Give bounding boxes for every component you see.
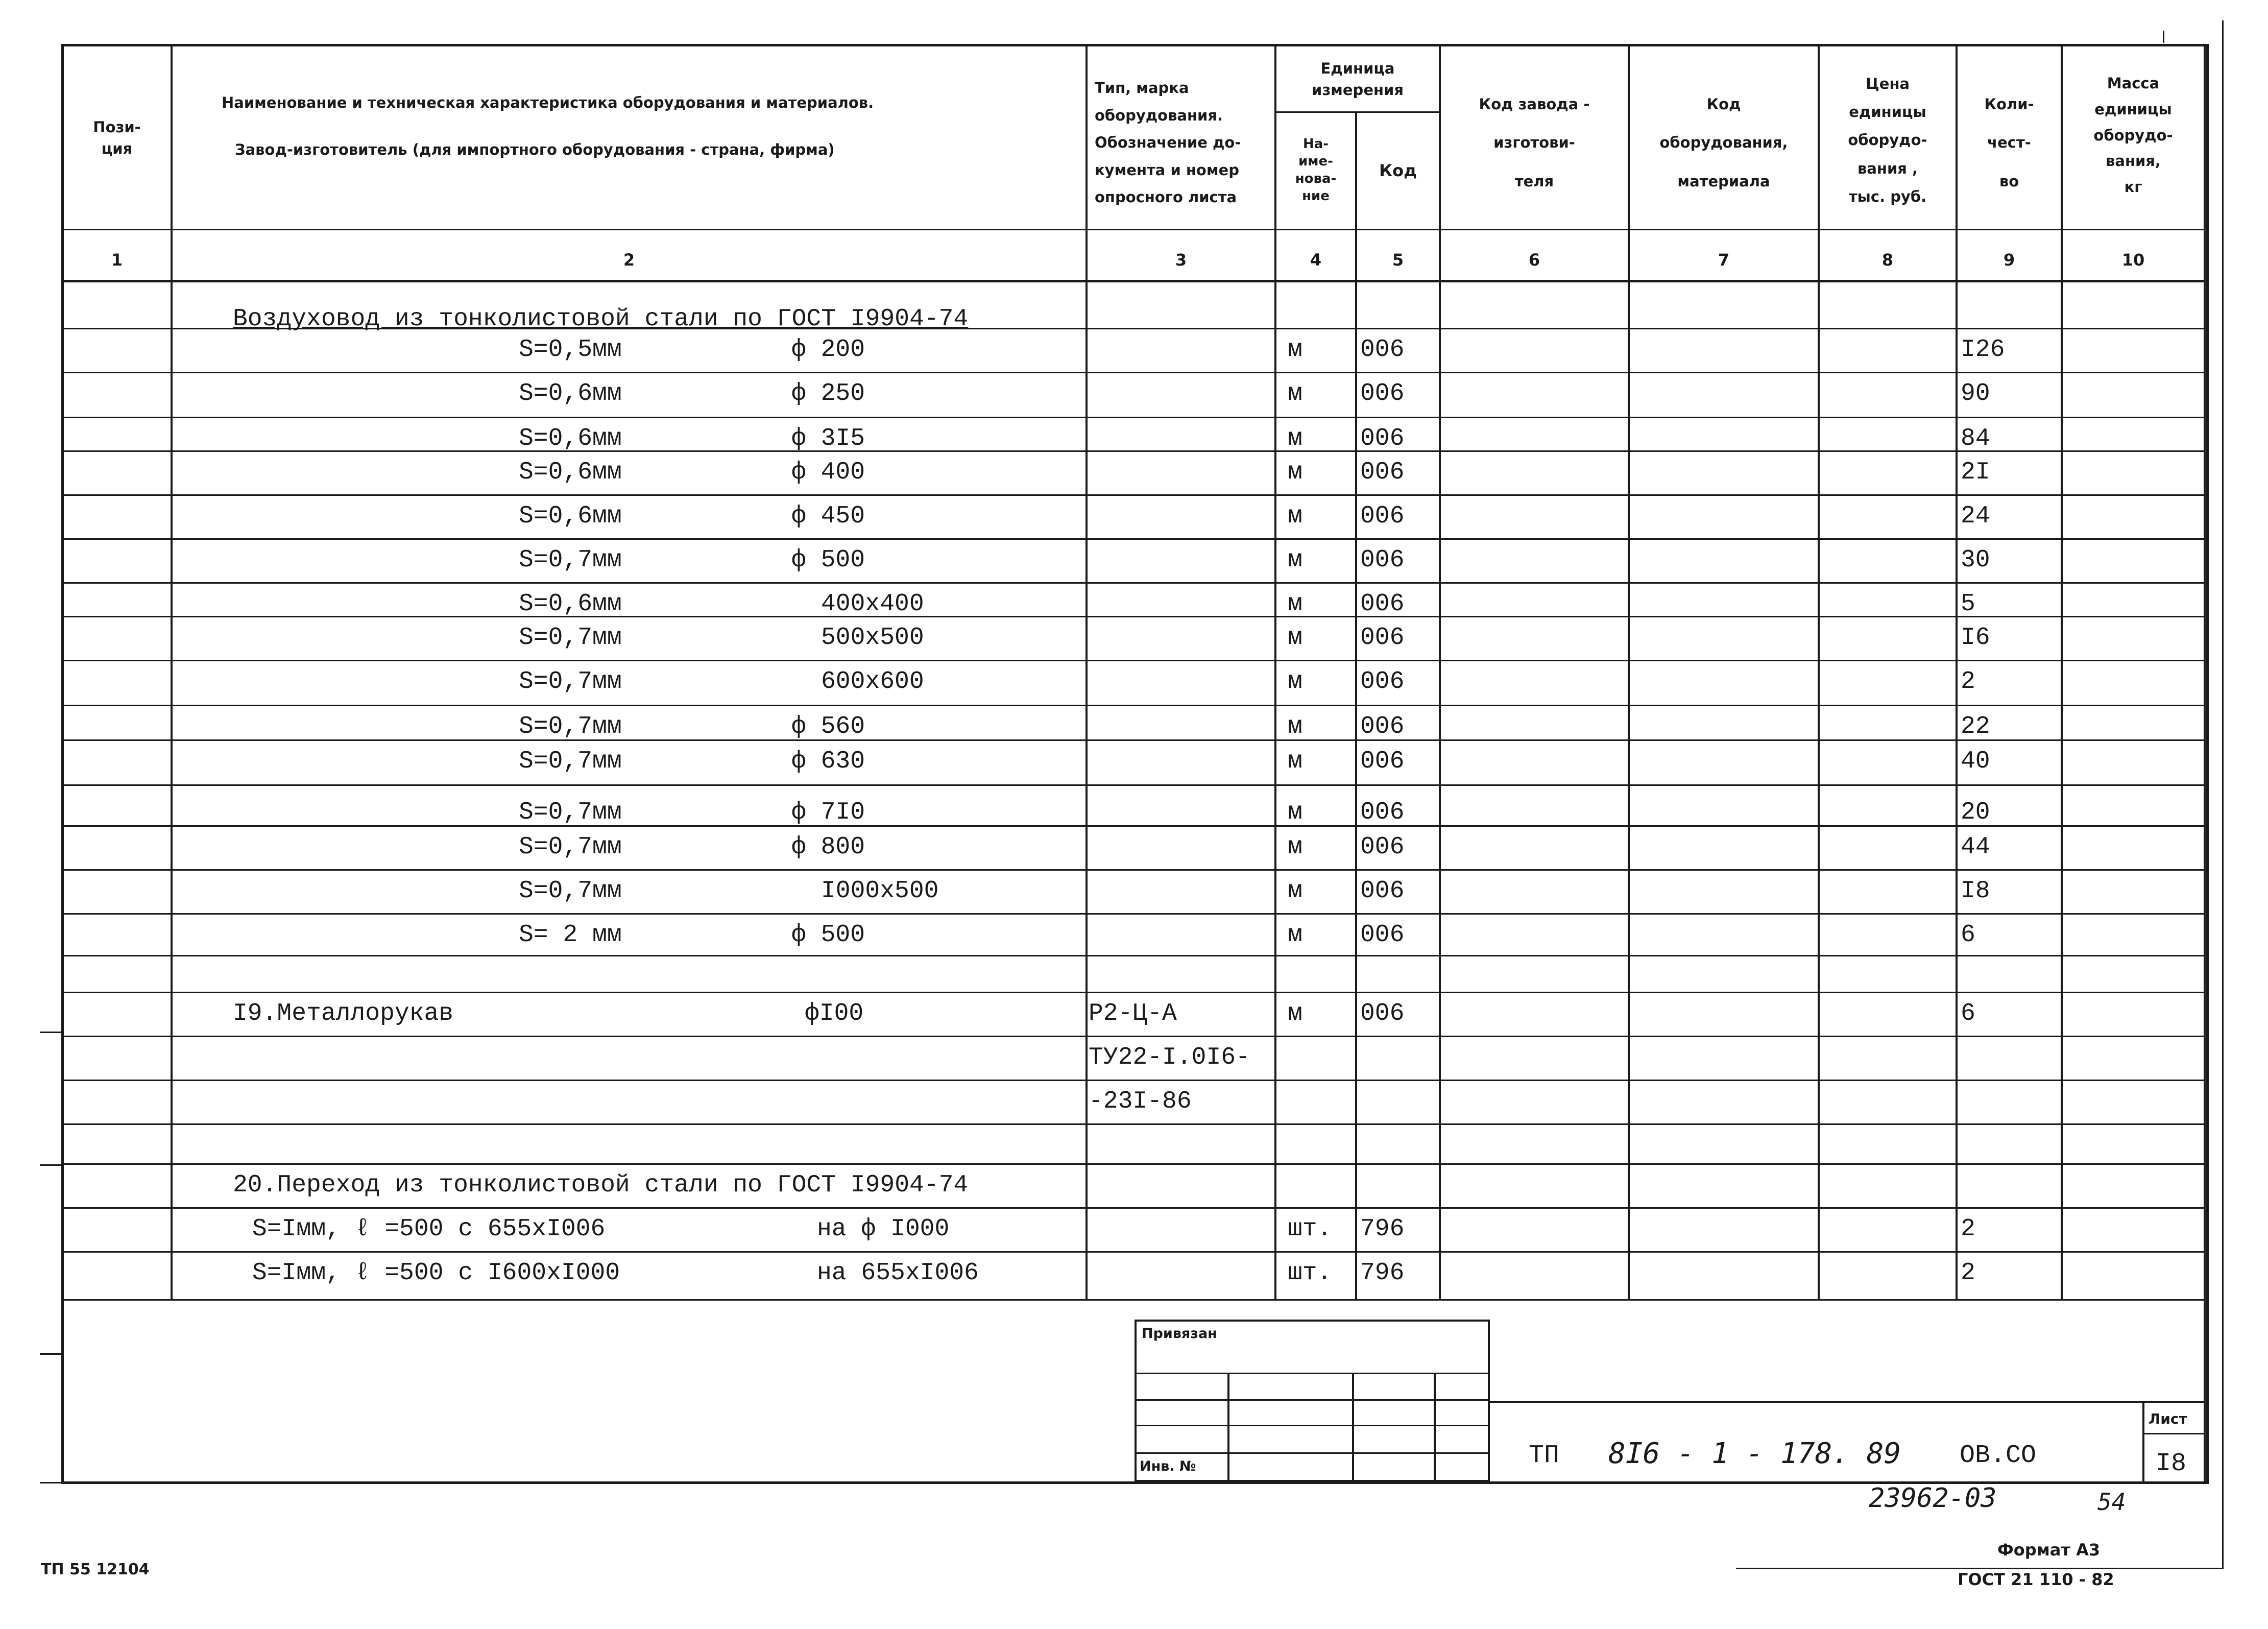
stamp-line [1135, 1373, 1490, 1374]
table-row [0, 542, 2268, 578]
cell-type: P2-Ц-А [1089, 1000, 1177, 1027]
cell-unit: м [1288, 425, 1302, 452]
cell-name: S=0,6мм [519, 502, 622, 530]
top-corner-tick [2163, 31, 2164, 43]
cell-unit: м [1288, 459, 1302, 486]
cell-code: 006 [1360, 590, 1405, 618]
cell-quantity: 24 [1961, 502, 1990, 530]
header-type: Тип, марка оборудования. Обозначение до- кумента и номер опросного листа [1095, 79, 1241, 206]
column-number: 6 [1528, 250, 1540, 270]
gost-label: ГОСТ 21 110 - 82 [1958, 1570, 2114, 1589]
cell-code: 796 [1360, 1259, 1405, 1287]
row-divider [61, 417, 2204, 418]
table-row [0, 917, 2268, 953]
cell-name: S=0,7мм [519, 748, 622, 775]
cell-name: S=0,7мм [519, 668, 622, 696]
margin-tick [40, 1164, 63, 1166]
cell-code: 006 [1360, 713, 1405, 740]
column-number: 7 [1718, 250, 1730, 270]
cell-unit: м [1288, 713, 1302, 740]
cell-quantity: 90 [1961, 380, 1990, 408]
row-divider [61, 913, 2204, 915]
cell-spec: ф 200 [791, 336, 865, 364]
cell-code: 006 [1360, 546, 1405, 574]
cell-name: S=0,7мм [519, 799, 622, 826]
handwritten-page: 54 [2097, 1488, 2126, 1516]
cell-spec: 400x400 [821, 590, 924, 618]
cell-quantity: 30 [1961, 546, 1990, 574]
cell-code: 796 [1360, 1215, 1405, 1243]
cell-name: S=Iмм, ℓ =500 с I600xI000 [252, 1259, 620, 1287]
stamp-inv-no: Инв. № [1140, 1458, 1196, 1474]
table-row [0, 498, 2268, 534]
cell-unit: м [1288, 336, 1302, 364]
cell-name: S=0,7мм [519, 713, 622, 740]
cell-quantity: 5 [1961, 590, 1975, 618]
cell-code: 006 [1360, 799, 1405, 826]
column-number: 9 [2003, 250, 2015, 270]
sheet-box-line [2142, 1433, 2204, 1434]
cell-type: ТУ22-I.0I6- [1089, 1044, 1250, 1071]
stamp-line [1135, 1425, 1490, 1426]
cell-spec: ф 630 [791, 748, 865, 775]
cell-name: S=Iмм, ℓ =500 с 655xI006 [252, 1215, 606, 1243]
cell-spec: 600x600 [821, 668, 924, 696]
column-number-line [61, 280, 2204, 282]
cell-unit: м [1288, 1000, 1302, 1027]
margin-tick [40, 1482, 63, 1483]
cell-unit: м [1288, 921, 1302, 949]
cell-spec: на ф I000 [817, 1215, 950, 1243]
table-row [0, 1128, 2268, 1163]
cell-name: Воздуховод из тонколистовой стали по ГОСТ I9904-74 [233, 305, 969, 333]
col-divider [1355, 112, 1357, 1300]
row-divider [61, 955, 2204, 956]
doc-suffix: ОВ.СО [1960, 1441, 2037, 1470]
cell-spec: ф 400 [791, 459, 865, 486]
stamp-line [1135, 1452, 1490, 1454]
cell-code: 006 [1360, 921, 1405, 949]
cell-name: S=0,6мм [519, 380, 622, 408]
table-row [0, 620, 2268, 656]
table-row [0, 1255, 2268, 1291]
column-number: 1 [111, 250, 123, 270]
cell-name: I9.Металлорукав [233, 1000, 454, 1027]
header-bottom-line [61, 229, 2204, 230]
row-divider [61, 1123, 2204, 1125]
cell-name: S=0,6мм [519, 590, 622, 618]
header-name-line1: Наименование и техническая характеристика оборудования и материалов. [222, 93, 874, 111]
table-row [0, 1167, 2268, 1203]
cell-code: 006 [1360, 833, 1405, 861]
row-divider [61, 538, 2204, 540]
cell-unit: шт. [1288, 1259, 1332, 1287]
cell-code: 006 [1360, 877, 1405, 905]
column-number: 4 [1310, 250, 1322, 270]
cell-quantity: 20 [1961, 799, 1990, 826]
cell-name: S=0,6мм [519, 459, 622, 486]
stamp-line [1227, 1373, 1229, 1482]
cell-quantity: I8 [1961, 877, 1990, 905]
cell-spec: ф 7I0 [791, 799, 865, 826]
cell-name: 20.Переход из тонколистовой стали по ГОСТ I9904-74 [233, 1171, 969, 1199]
row-divider [61, 1251, 2204, 1253]
column-number: 8 [1881, 250, 1894, 270]
row-divider [61, 869, 2204, 871]
row-divider [61, 1163, 2204, 1165]
sheet-label: Лист [2149, 1410, 2187, 1427]
cell-code: 006 [1360, 459, 1405, 486]
column-number: 3 [1175, 250, 1187, 270]
table-row [0, 454, 2268, 490]
cell-name: S=0,7мм [519, 877, 622, 905]
cell-unit: м [1288, 748, 1302, 775]
row-divider [61, 1036, 2204, 1037]
table-row [0, 332, 2268, 368]
cell-code: 006 [1360, 1000, 1405, 1027]
cell-quantity: 6 [1961, 921, 1975, 949]
doc-prefix: ТП [1529, 1441, 1560, 1470]
doc-number: 8I6 - 1 - 178. 89 [1608, 1437, 1901, 1470]
stamp-privyazan: Привязан [1142, 1326, 1217, 1341]
cell-unit: м [1288, 668, 1302, 696]
table-row [0, 829, 2268, 865]
row-divider [61, 494, 2204, 496]
header-unit-name: На- име- нова- ние [1295, 136, 1337, 204]
cell-spec: I000x500 [821, 877, 939, 905]
cell-unit: м [1288, 590, 1302, 618]
cell-name: S=0,7мм [519, 624, 622, 652]
cell-quantity: 22 [1961, 713, 1990, 740]
table-row [0, 959, 2268, 995]
table-body-bottom [61, 1299, 2204, 1301]
cell-unit: м [1288, 799, 1302, 826]
header-quantity: Коли- чест- во [1984, 95, 2034, 190]
stamp-line [1434, 1373, 1436, 1482]
cell-name: S= 2 мм [519, 921, 622, 949]
row-divider [61, 1207, 2204, 1209]
table-row [0, 586, 2268, 622]
cell-name: S=0,6мм [519, 425, 622, 452]
row-divider [61, 660, 2204, 661]
cell-code: 006 [1360, 624, 1405, 652]
cell-code: 006 [1360, 502, 1405, 530]
table-row [0, 873, 2268, 909]
right-margin-line [2222, 20, 2224, 1568]
table-row [0, 709, 2268, 745]
cell-spec: фI00 [805, 1000, 864, 1027]
row-divider [61, 784, 2204, 786]
cell-spec: ф 560 [791, 713, 865, 740]
stamp-line [1135, 1399, 1490, 1401]
format-label: Формат А3 [1997, 1540, 2101, 1560]
table-row [0, 1084, 2268, 1119]
table-row [0, 1040, 2268, 1075]
cell-spec: на 655xI006 [817, 1259, 979, 1287]
cell-unit: м [1288, 546, 1302, 574]
cell-quantity: 2 [1961, 668, 1975, 696]
cell-quantity: I6 [1961, 624, 1990, 652]
cell-quantity: 2 [1961, 1215, 1975, 1243]
cell-spec: ф 500 [791, 921, 865, 949]
row-divider [61, 705, 2204, 706]
margin-tick [40, 1353, 63, 1355]
printer-mark: ТП 55 12104 [41, 1561, 150, 1578]
table-row [0, 996, 2268, 1032]
sheet-box-left [2142, 1401, 2144, 1484]
column-number: 5 [1392, 250, 1404, 270]
row-divider [61, 1080, 2204, 1081]
cell-quantity: 84 [1961, 425, 1990, 452]
cell-name: S=0,7мм [519, 546, 622, 574]
header-factory-code: Код завода - изготови- теля [1479, 95, 1590, 190]
header-price: Цена единицы оборудо- вания , тыс. руб. [1848, 75, 1927, 205]
cell-code: 006 [1360, 425, 1405, 452]
table-row [0, 1211, 2268, 1247]
bottom-margin-line [1736, 1568, 2224, 1569]
cell-spec: ф 3I5 [791, 425, 865, 452]
column-number: 10 [2121, 250, 2145, 270]
cell-code: 006 [1360, 380, 1405, 408]
margin-tick [40, 1032, 63, 1033]
table-row [0, 664, 2268, 700]
header-material-code: Код оборудования, материала [1659, 95, 1788, 190]
cell-quantity: 40 [1961, 748, 1990, 775]
sheet-number: I8 [2156, 1449, 2187, 1478]
cell-code: 006 [1360, 748, 1405, 775]
row-divider [61, 582, 2204, 584]
cell-spec: ф 450 [791, 502, 865, 530]
cell-unit: м [1288, 624, 1302, 652]
column-number: 2 [623, 250, 635, 270]
cell-quantity: 44 [1961, 833, 1990, 861]
cell-type: -23I-86 [1089, 1088, 1192, 1115]
cell-unit: м [1288, 877, 1302, 905]
cell-code: 006 [1360, 336, 1405, 364]
cell-unit: м [1288, 833, 1302, 861]
cell-quantity: 2I [1961, 459, 1990, 486]
stamp-block [1135, 1320, 1490, 1482]
header-unit-code: Код [1379, 160, 1417, 180]
table-row [0, 376, 2268, 412]
cell-quantity: 2 [1961, 1259, 1975, 1287]
cell-quantity: I26 [1961, 336, 2005, 364]
handwritten-ref: 23962-03 [1869, 1483, 1997, 1514]
header-position: Пози- ция [93, 118, 141, 157]
cell-spec: ф 250 [791, 380, 865, 408]
header-unit-group: Единица измерения [1312, 59, 1404, 99]
cell-spec: ф 800 [791, 833, 865, 861]
table-row [0, 421, 2268, 457]
cell-unit: м [1288, 502, 1302, 530]
row-divider [61, 372, 2204, 373]
cell-name: S=0,5мм [519, 336, 622, 364]
table-row [0, 744, 2268, 779]
stamp-line [1352, 1373, 1354, 1482]
header-mass: Масса единицы оборудо- вания, кг [2093, 75, 2173, 196]
title-block-top [1490, 1401, 2204, 1403]
cell-code: 006 [1360, 668, 1405, 696]
cell-spec: 500x500 [821, 624, 924, 652]
table-row [0, 795, 2268, 830]
cell-unit: шт. [1288, 1215, 1332, 1243]
cell-spec: ф 500 [791, 546, 865, 574]
header-sub-divider [1274, 111, 1439, 113]
cell-name: S=0,7мм [519, 833, 622, 861]
header-name-line2: Завод-изготовитель (для импортного оборудования - страна, фирма) [235, 140, 835, 158]
cell-unit: м [1288, 380, 1302, 408]
cell-quantity: 6 [1961, 1000, 1975, 1027]
